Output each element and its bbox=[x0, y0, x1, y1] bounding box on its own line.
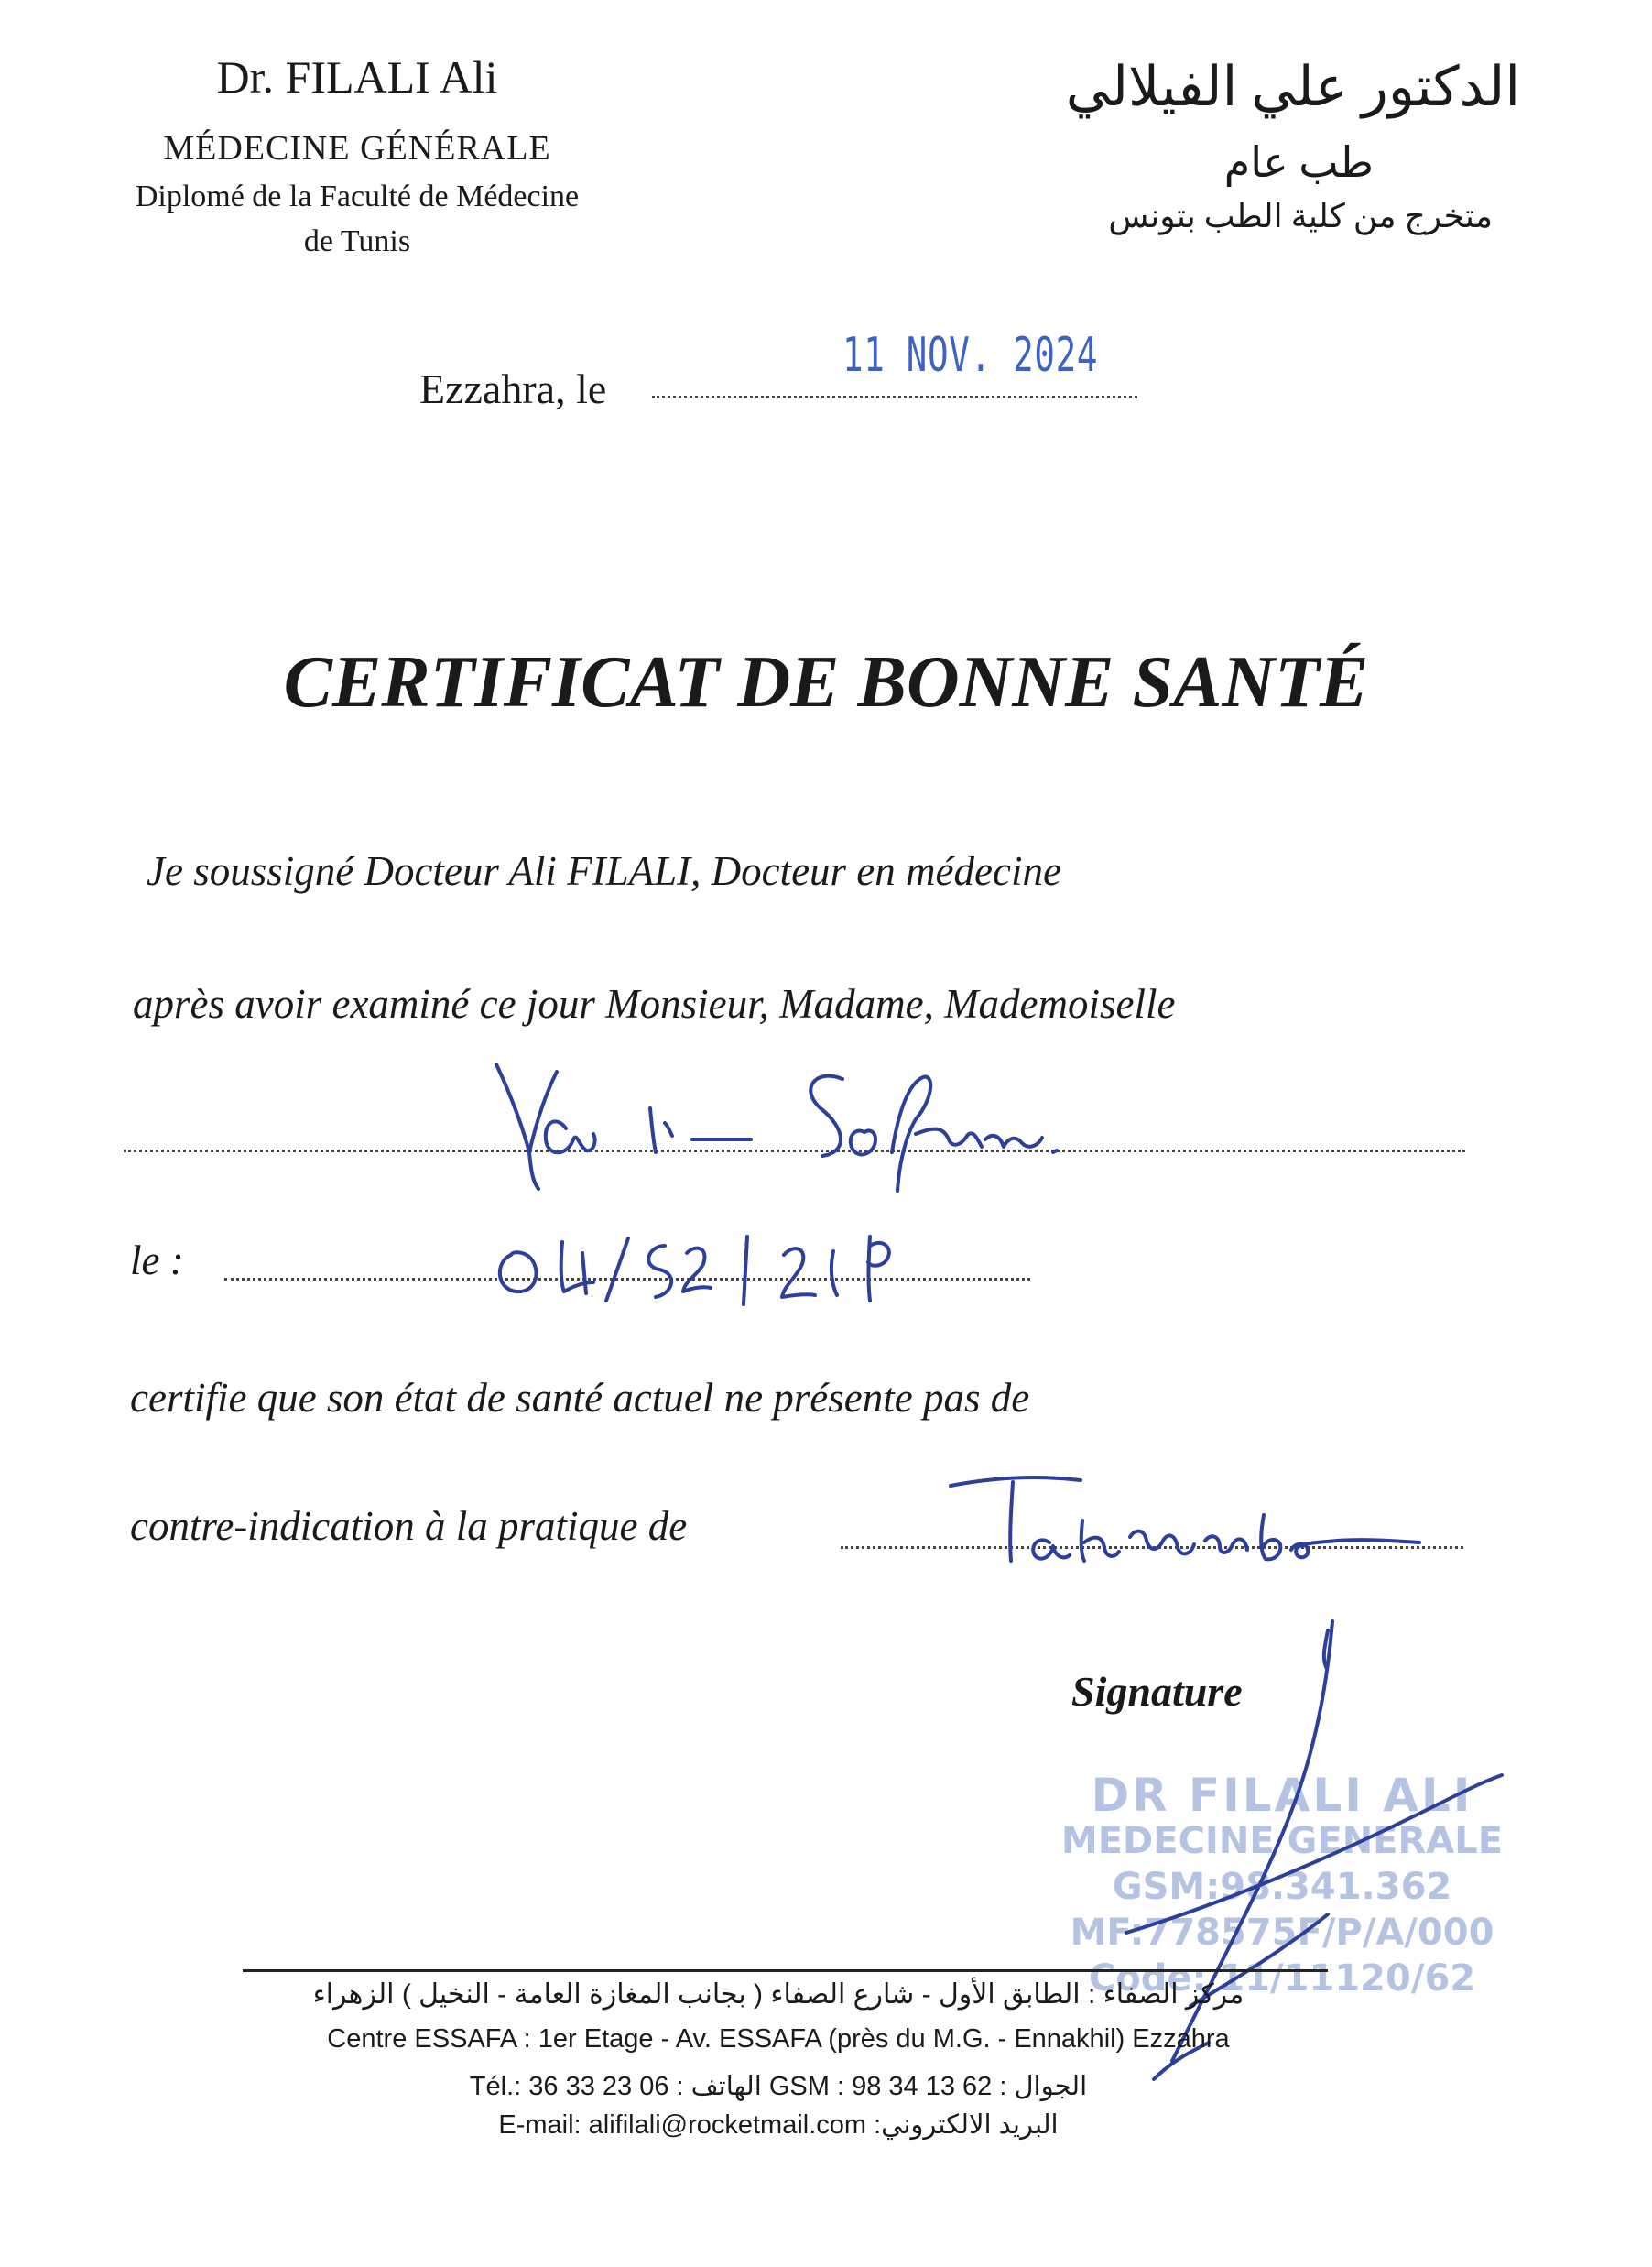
footer-address-ar: مركز الصفاء : الطابق الأول - شارع الصفاء ( بجانب المغازة العامة - النخيل ) الزهراء bbox=[312, 1979, 1244, 2010]
date-dotted-line bbox=[652, 396, 1137, 398]
specialty-fr: MÉDECINE GÉNÉRALE bbox=[163, 129, 551, 168]
birth-date-dotted-line bbox=[224, 1278, 1030, 1281]
diploma-ar: متخرج من كلية الطب بتونس bbox=[1108, 198, 1493, 234]
doctor-stamp bbox=[1058, 1769, 1506, 2001]
footer-email: E-mail: alifilali@rocketmail.com :البريد الالكتروني bbox=[498, 2110, 1059, 2140]
footer-address-fr: Centre ESSAFA : 1er Etage - Av. ESSAFA (près du M.G. - Ennakhil) Ezzahra bbox=[327, 2024, 1230, 2054]
doctor-name-ar: الدكتور علي الفيلالي bbox=[1065, 57, 1520, 117]
activity-handwriting bbox=[934, 1466, 1447, 1575]
born-label: le : bbox=[130, 1237, 184, 1283]
patient-name-handwriting bbox=[476, 1044, 1172, 1200]
stamp-line-2: MEDECINE GENERALE bbox=[1060, 1820, 1504, 1862]
birth-date-handwriting bbox=[485, 1209, 998, 1310]
body-line-4: contre-indication à la pratique de bbox=[130, 1503, 688, 1549]
stamp-line-3: GSM:98.341.362 bbox=[1112, 1866, 1452, 1908]
stamp-line-4: MF:778575F/P/A/000 bbox=[1070, 1912, 1494, 1954]
stamp-line-1: DR FILALI ALI bbox=[1091, 1769, 1473, 1822]
footer-phones: Tél.: 36 33 23 06 : الهاتف GSM : 98 34 13 62 : الجوال bbox=[469, 2072, 1088, 2101]
diploma-fr-line1: Diplomé de la Faculté de Médecine bbox=[135, 180, 580, 213]
certificate-title: CERTIFICAT DE BONNE SANTÉ bbox=[283, 642, 1369, 723]
body-line-2: après avoir examiné ce jour Monsieur, Madame, Mademoiselle bbox=[133, 981, 1176, 1027]
place-date-label: Ezzahra, le bbox=[419, 365, 607, 412]
body-line-3: certifie que son état de santé actuel ne présente pas de bbox=[130, 1375, 1030, 1421]
stamp-line-5: Code: 11/11120/62 bbox=[1088, 1957, 1476, 2000]
footer-divider bbox=[243, 1969, 1328, 1972]
doctor-name-fr: Dr. FILALI Ali bbox=[216, 51, 498, 103]
activity-dotted-line bbox=[841, 1546, 1463, 1549]
body-line-1: Je soussigné Docteur Ali FILALI, Docteur en médecine bbox=[147, 848, 1061, 894]
patient-name-dotted-line bbox=[124, 1150, 1465, 1152]
date-stamp: 11 NOV. 2024 bbox=[842, 328, 1099, 383]
specialty-ar: طب عام bbox=[1223, 139, 1374, 186]
signature-label: Signature bbox=[1071, 1668, 1243, 1715]
diploma-fr-line2: de Tunis bbox=[303, 224, 411, 258]
